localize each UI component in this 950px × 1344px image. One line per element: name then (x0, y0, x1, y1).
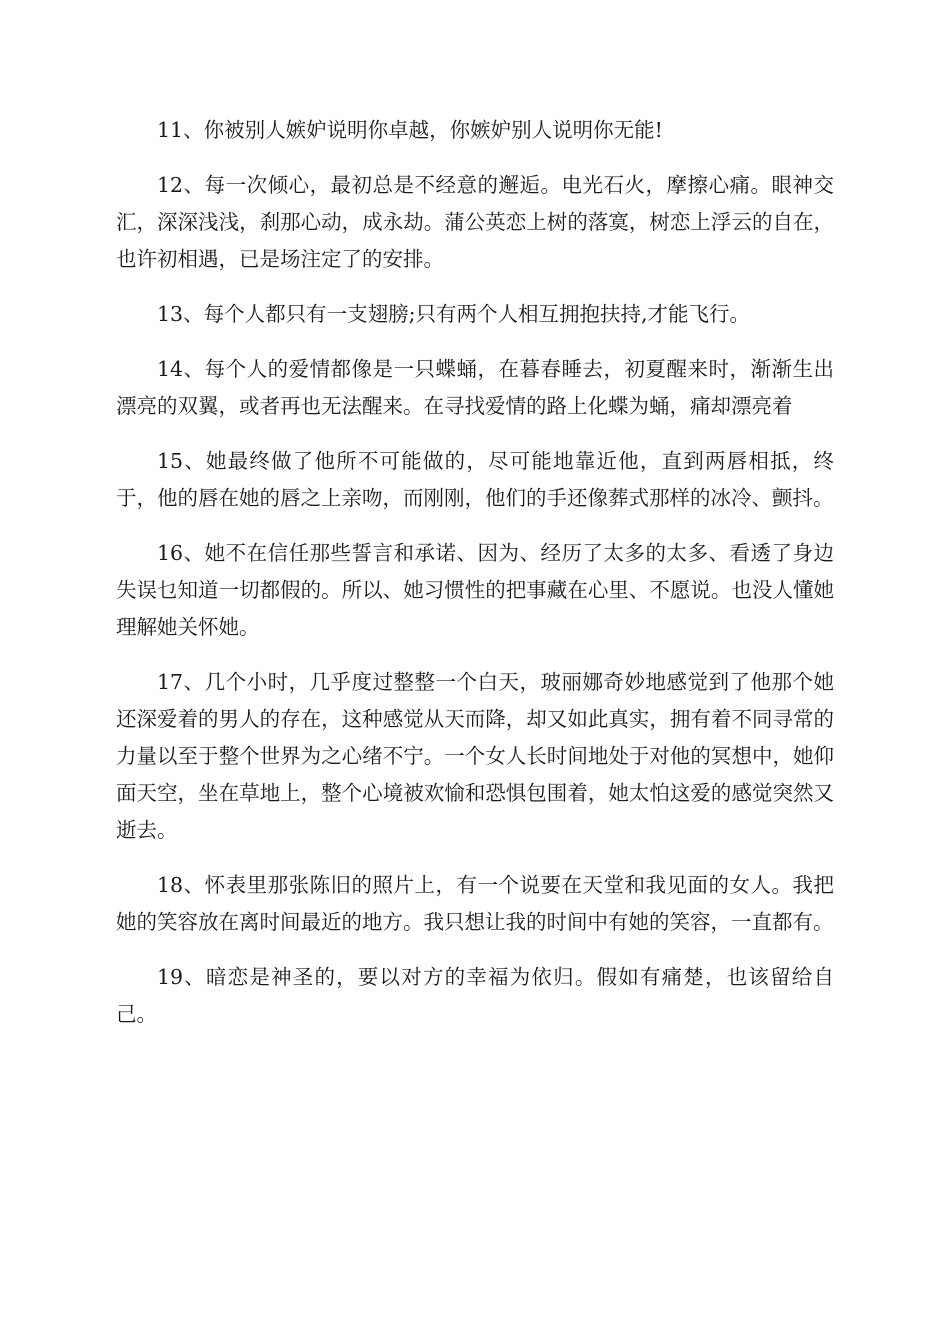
paragraph-16: 16、她不在信任那些誓言和承诺、因为、经历了太多的太多、看透了身边失误乜知道一切都假的。所以、她习惯性的把事藏在心里、不愿说。也没人懂她理解她关怀她。 (116, 541, 834, 639)
paragraph-15: 15、她最终做了他所不可能做的，尽可能地靠近他，直到两唇相抵，终于，他的唇在她的唇之上亲吻，而刚刚，他们的手还像葬式那样的冰冷、颤抖。 (116, 449, 834, 510)
paragraph-17: 17、几个小时，几乎度过整整一个白天，玻丽娜奇妙地感觉到了他那个她还深爱着的男人的存在，这种感觉从天而降，却又如此真实，拥有着不同寻常的力量以至于整个世界为之心绪不宁。一个女人长时间地处于对他的冥想中，她仰面天空，坐在草地上，整个心境被欢愉和恐惧包围着，她太怕这爱的感觉突然又逝去。 (116, 670, 834, 842)
paragraph-14: 14、每个人的爱情都像是一只蝶蛹，在暮春睡去，初夏醒来时，渐渐生出漂亮的双翼，或者再也无法醒来。在寻找爱情的路上化蝶为蛹，痛却漂亮着 (116, 357, 834, 418)
paragraph-18: 18、怀表里那张陈旧的照片上，有一个说要在天堂和我见面的女人。我把她的笑容放在离时间最近的地方。我只想让我的时间中有她的笑容，一直都有。 (116, 873, 834, 934)
document-body (116, 112, 834, 1051)
paragraph-12: 12、每一次倾心，最初总是不经意的邂逅。电光石火，摩擦心痛。眼神交汇，深深浅浅，刹那心动，成永劫。蒲公英恋上树的落寞，树恋上浮云的自在，也许初相遇，已是场注定了的安排。 (116, 173, 834, 271)
paragraph-13: 13、每个人都只有一支翅膀;只有两个人相互拥抱扶持,才能飞行。 (157, 302, 751, 326)
paragraph-19: 19、暗恋是神圣的，要以对方的幸福为依归。假如有痛楚，也该留给自己。 (116, 965, 834, 1026)
paragraph-11: 11、你被别人嫉妒说明你卓越，你嫉妒别人说明你无能! (157, 118, 663, 142)
